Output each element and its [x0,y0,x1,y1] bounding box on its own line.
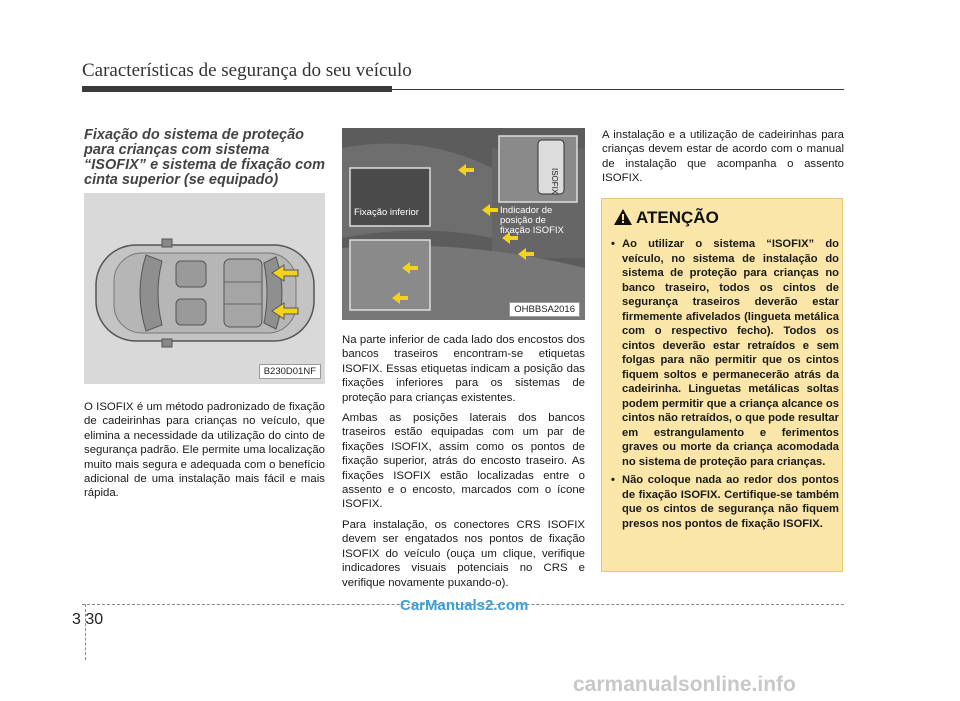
paragraph: Ambas as posições laterais dos bancos traseiros estão equipadas com um par de fixações ISOFIX, assim como os pontos de fixação superior, atrás do encosto traseiro. As fixações ISOFIX estão localizadas entre o assento e o encosto, marcados com o ícone ISOFIX. [342,412,585,511]
car-illustration [84,193,325,384]
watermark-carmanualsonline: carmanualsonline.info [573,673,796,696]
paragraph: A instalação e a utilização de cadeirinhas para crianças devem estar de acordo com o manual de instalação que acompanha o assento ISOFIX. [602,129,844,185]
paragraph: O ISOFIX é um método padronizado de fixação de cadeirinhas para crianças no veículo, que elimina a necessidade da utilização do cinto de segurança padrão. Ele permite uma localização muito mais segura e adequada com o benefício adicional de uma instalação mais fácil e mais rápida. [84,401,325,500]
figure-code-label: B230D01NF [259,364,321,379]
callout-isofix-indicator: Indicador de posição de fixação ISOFIX [500,205,564,236]
rear-seat-isofix-figure [342,128,585,320]
warning-item: • Não coloque nada ao redor dos pontos de fixação ISOFIX. Certifique-se também que os cintos de segurança não fiquem presos nos pontos de fixação ISOFIX. [611,473,839,531]
header-rule [82,86,392,92]
column-2-text [342,333,585,596]
header-rule-thin [392,89,844,90]
paragraph: Para instalação, os conectores CRS ISOFIX devem ser engatados nos pontos de fixação ISOFIX do veículo (ouça um clique, verifique indicadores visuais potenciais no CRS e verifique novamente puxando-o). [342,518,585,589]
paragraph: Na parte inferior de cada lado dos encostos dos bancos traseiros encontram-se etiquetas ISOFIX. Essas etiquetas indicam a posição das fixações inferiores para os sistemas de proteção para crianças existentes. [342,334,585,404]
warning-box [601,198,843,572]
page-header-title: Características de segurança do seu veículo [82,60,412,81]
page-number: 3 30 [72,611,104,628]
section-heading: Fixação do sistema de proteção para crianças com sistema “ISOFIX” e sistema de fixação com cinta superior (se equipado) [84,127,325,188]
callout-lower-anchor: Fixação inferior [354,207,419,218]
figure-code-label: OHBBSA2016 [509,302,580,317]
warning-triangle-icon [614,209,632,225]
car-top-view-figure [84,193,325,384]
isofix-tag-text: ISOFIX [550,168,559,195]
warning-item: • Ao utilizar o sistema “ISOFIX” do veículo, no sistema de instalação do sistema de proteção para crianças no banco traseiro, todos os cintos de segurança traseiros deverão estar firmemente afivelados (lingueta metálica com o respectivo fecho). Todos os cintos deverão estar retraídos e sem folgas para não permitir que os cintos fiquem soltos e permanecerão atrás da cadeirinha. Linguetas metálicas soltas podem permitir que a criança alcance os cintos não retraídos, o que pode resultar em estrangulamento e ferimentos graves ou morte da criança acomodada no sistema de proteção para crianças. [611,237,839,469]
warning-list [611,237,839,535]
column-3-text [602,128,844,192]
column-1-text [84,400,325,507]
watermark-carmanuals2: CarManuals2.com [400,597,529,614]
warning-title: ATENÇÃO [636,208,719,227]
